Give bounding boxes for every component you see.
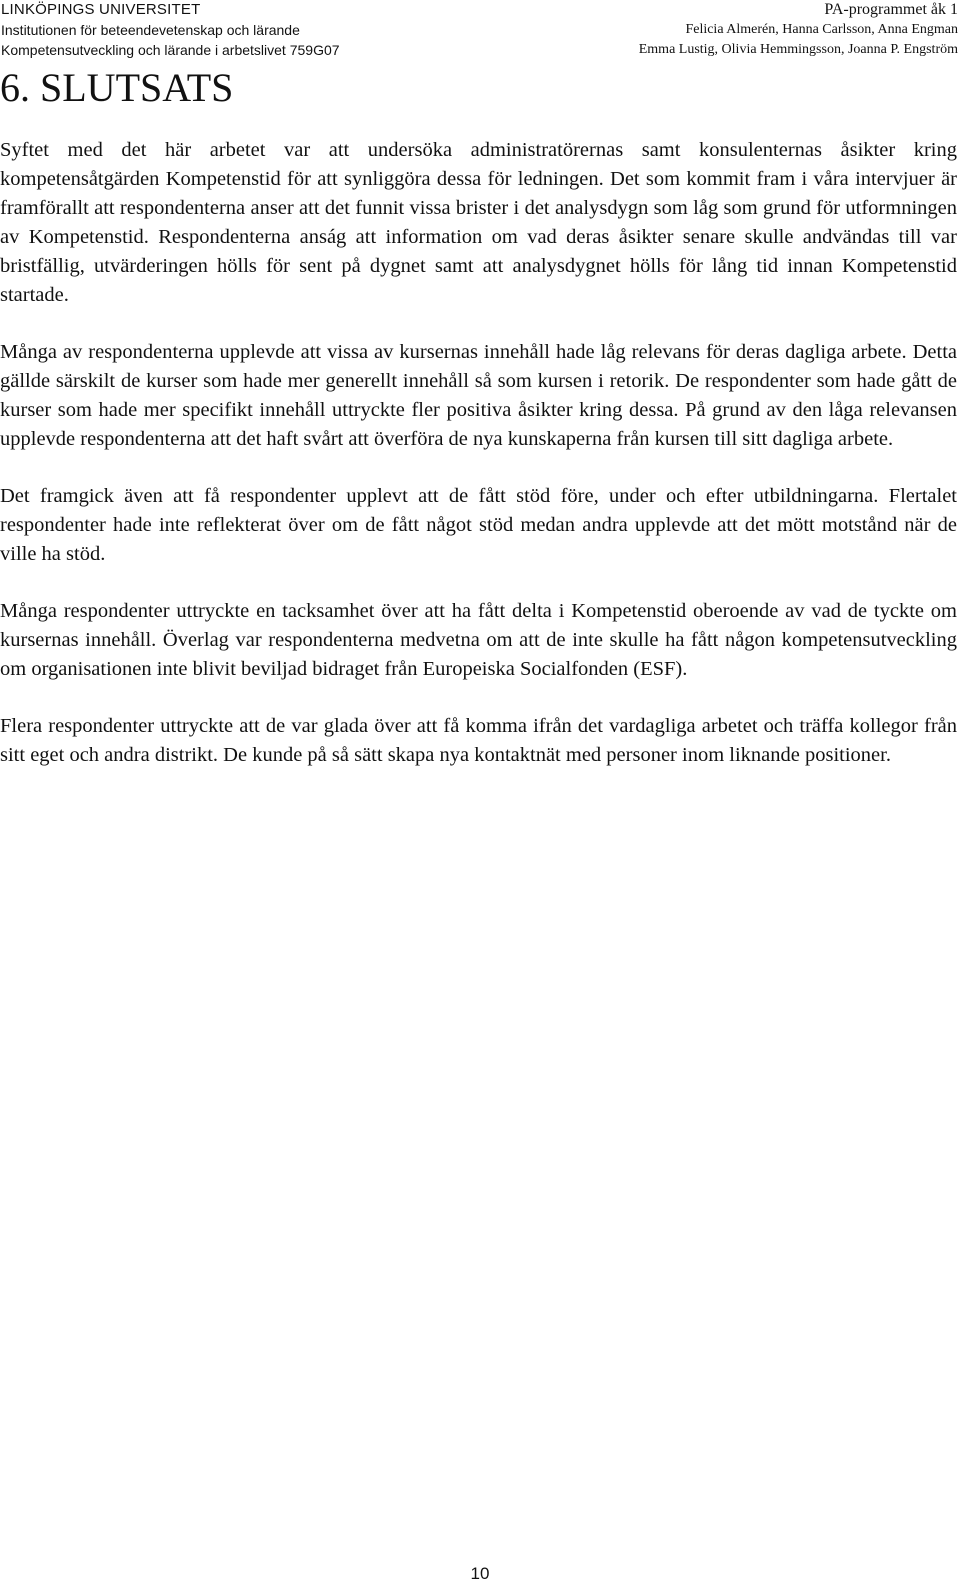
paragraph-colleagues: Flera respondenter uttryckte att de var glada över att få komma ifrån det vardagliga arbetet och träffa kollegor från sitt eget och andra distrikt. De kunde på så sätt skapa nya kontaktnät med personer inom liknande positioner. bbox=[0, 715, 957, 766]
university-name: LINKÖPINGS UNIVERSITET bbox=[1, 1, 201, 18]
paragraph-intro-text: Syftet med det här arbetet var att undersöka administratörernas samt konsulenternas åsikter kring kompetensåtgärden Kompetenstid för att synliggöra dessa för ledningen. Det som kommit fram i våra intervjuer är framförallt att respondenterna anser att det funnit vissa brister i det analysdygn som låg som grund för utformningen av Kompetenstid. bbox=[0, 139, 957, 248]
header-left-block bbox=[1, 0, 340, 60]
paragraph-intro-continuation: Respondenterna anság att information om vad deras åsikter senare skulle andvändas till var bristfällig, utvärderingen hölls för sent på dygnet samt att analysdygnet hölls för lång tid innan Kompetenstid startade. bbox=[0, 226, 957, 306]
paragraph-support: Det framgick även att få respondenter upplevt att de fått stöd före, under och efter utbildningarna. Flertalet respondenter hade inte reflekterat över om de fått något stöd medan andra upplevde att det mött motstånd när de ville ha stöd. bbox=[0, 485, 957, 565]
document-body bbox=[0, 136, 957, 798]
section-title: 6. SLUTSATS bbox=[0, 65, 234, 110]
authors-line-1: Felicia Almerén, Hanna Carlsson, Anna Engman bbox=[685, 22, 958, 37]
department-name: Institutionen för beteendevetenskap och lärande bbox=[1, 22, 300, 38]
paragraph-intro bbox=[0, 136, 957, 310]
authors-line-2: Emma Lustig, Olivia Hemmingsson, Joanna P. Engström bbox=[638, 42, 958, 57]
page-header bbox=[0, 0, 960, 62]
paragraph-gratitude: Många respondenter uttryckte en tacksamhet över att ha fått delta i Kompetenstid oberoende av vad de tyckte om kursernas innehåll. Överlag var respondenterna medvetna om att de inte skulle ha fått någon kompetensutveckling om organisationen inte blivit beviljad bidraget från Europeiska Socialfonden (ESF). bbox=[0, 600, 957, 680]
paragraph-relevance: Många av respondenterna upplevde att vissa av kursernas innehåll hade låg relevans för deras dagliga arbete. Detta gällde särskilt de kurser som hade mer generellt innehåll så som kursen i retorik. De respondenter som hade gått de kurser som hade mer specifikt innehåll uttryckte fler positiva åsikter kring dessa. På grund av den låga relevansen upplevde respondenterna att det haft svårt att överföra de nya kunskaperna från kursen till sitt dagliga arbete. bbox=[0, 341, 957, 450]
paragraph-spacer bbox=[0, 310, 957, 338]
page-number: 10 bbox=[470, 1564, 490, 1583]
header-right-block bbox=[639, 0, 958, 60]
course-name: Kompetensutveckling och lärande i arbetslivet 759G07 bbox=[1, 42, 340, 58]
program-name: PA-programmet åk 1 bbox=[824, 1, 958, 18]
